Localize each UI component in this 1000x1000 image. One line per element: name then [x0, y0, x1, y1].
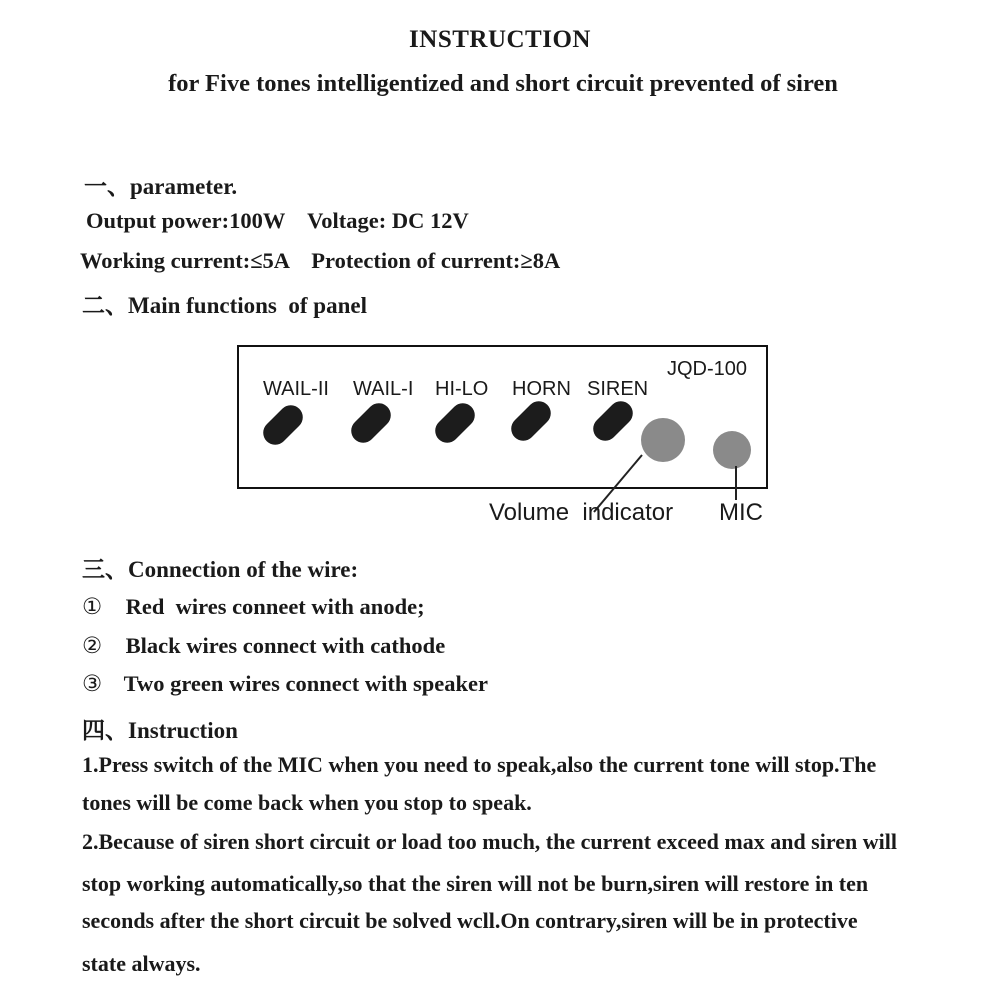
section-heading-parameter: 一、parameter. — [84, 174, 238, 199]
button-label-siren: SIREN — [587, 378, 649, 400]
volume-indicator-label: Volume indicator — [489, 499, 674, 526]
page-subtitle: for Five tones intelligentized and short circuit prevented of siren — [168, 70, 838, 97]
instruction-para1-line1: 1.Press switch of the MIC when you need to speak,also the current tone will stop.The — [82, 752, 877, 777]
list-item-number: ① — [82, 594, 103, 619]
list-item — [82, 671, 488, 697]
instruction-para2-line2: stop working automatically,so that the siren will not be burn,siren will restore in ten — [82, 871, 869, 896]
button-label-wail-i: WAIL-I — [353, 378, 414, 400]
section-heading-instruction: 四、Instruction — [82, 718, 238, 743]
parameter-line-current: Working current:≤5A Protection of current:≥8A — [80, 248, 561, 273]
instruction-para2-line3: seconds after the short circuit be solved wcll.On contrary,siren will be in protective — [82, 908, 858, 933]
list-item — [82, 594, 425, 620]
button-label-horn: HORN — [512, 378, 571, 400]
list-item-text: Black wires connect with cathode — [125, 633, 446, 658]
section-heading-panel: 二、Main functions of panel — [82, 293, 367, 318]
list-item-text: Red wires conneet with anode; — [125, 594, 425, 619]
instruction-para2-line4: state always. — [82, 951, 201, 976]
mic-label: MIC — [719, 499, 763, 526]
list-item-number: ③ — [82, 671, 103, 696]
list-item — [82, 633, 445, 659]
list-item-number: ② — [82, 633, 103, 658]
instruction-para1-line2: tones will be come back when you stop to speak. — [82, 790, 532, 815]
parameter-line-power-voltage: Output power:100W Voltage: DC 12V — [86, 208, 469, 233]
instruction-para2-line1: 2.Because of siren short circuit or load too much, the current exceed max and siren will — [82, 829, 897, 854]
list-item-text: Two green wires connect with speaker — [123, 671, 488, 696]
button-label-hi-lo: HI-LO — [435, 378, 489, 400]
section-heading-connection: 三、Connection of the wire: — [82, 557, 359, 582]
panel-model-label: JQD-100 — [667, 358, 748, 380]
page-title: INSTRUCTION — [409, 26, 591, 53]
button-label-wail-ii: WAIL-II — [263, 378, 329, 400]
